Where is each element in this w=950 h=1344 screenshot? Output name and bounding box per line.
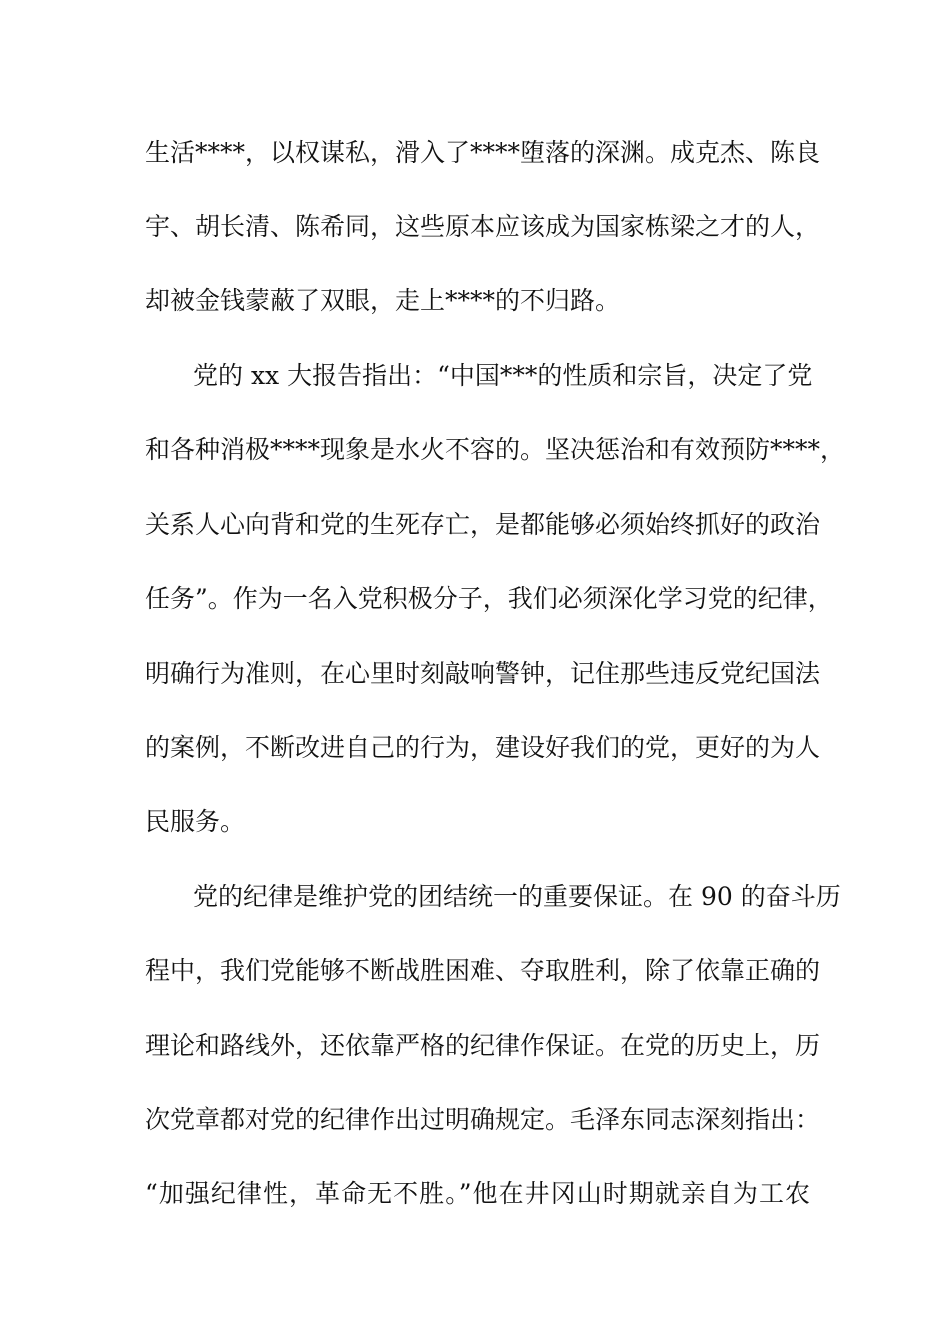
- text-line-2: 宇、胡长清、陈希同，这些原本应该成为国家栋梁之才的人，: [145, 212, 821, 241]
- text-line-13: 理论和路线外，还依靠严格的纪律作保证。在党的历史上，历: [145, 1031, 821, 1060]
- text-line-4: 党的 xx 大报告指出：“中国***的性质和宗旨，决定了党: [193, 361, 813, 390]
- text-line-10: 民服务。: [145, 807, 246, 836]
- text-line-3: 却被金钱蒙蔽了双眼，走上****的不归路。: [145, 286, 621, 315]
- text-line-1: 生活****，以权谋私，滑入了****堕落的深渊。成克杰、陈良: [145, 138, 821, 167]
- text-line-8: 明确行为准则，在心里时刻敲响警钟，记住那些违反党纪国法: [145, 659, 821, 688]
- text-line-11: 党的纪律是维护党的团结统一的重要保证。在 90 的奋斗历: [193, 882, 841, 911]
- text-line-7: 任务”。作为一名入党积极分子，我们必须深化学习党的纪律，: [145, 584, 833, 613]
- text-line-12: 程中，我们党能够不断战胜困难、夺取胜利，除了依靠正确的: [145, 956, 821, 985]
- text-line-9: 的案例，不断改进自己的行为，建设好我们的党，更好的为人: [145, 733, 821, 762]
- text-line-15: “加强纪律性，革命无不胜。”他在井冈山时期就亲自为工农: [145, 1179, 810, 1208]
- text-line-6: 关系人心向背和党的生死存亡，是都能够必须始终抓好的政治: [145, 510, 821, 539]
- text-line-5: 和各种消极****现象是水火不容的。坚决惩治和有效预防****，: [145, 435, 846, 464]
- text-line-14: 次党章都对党的纪律作出过明确规定。毛泽东同志深刻指出：: [145, 1105, 821, 1134]
